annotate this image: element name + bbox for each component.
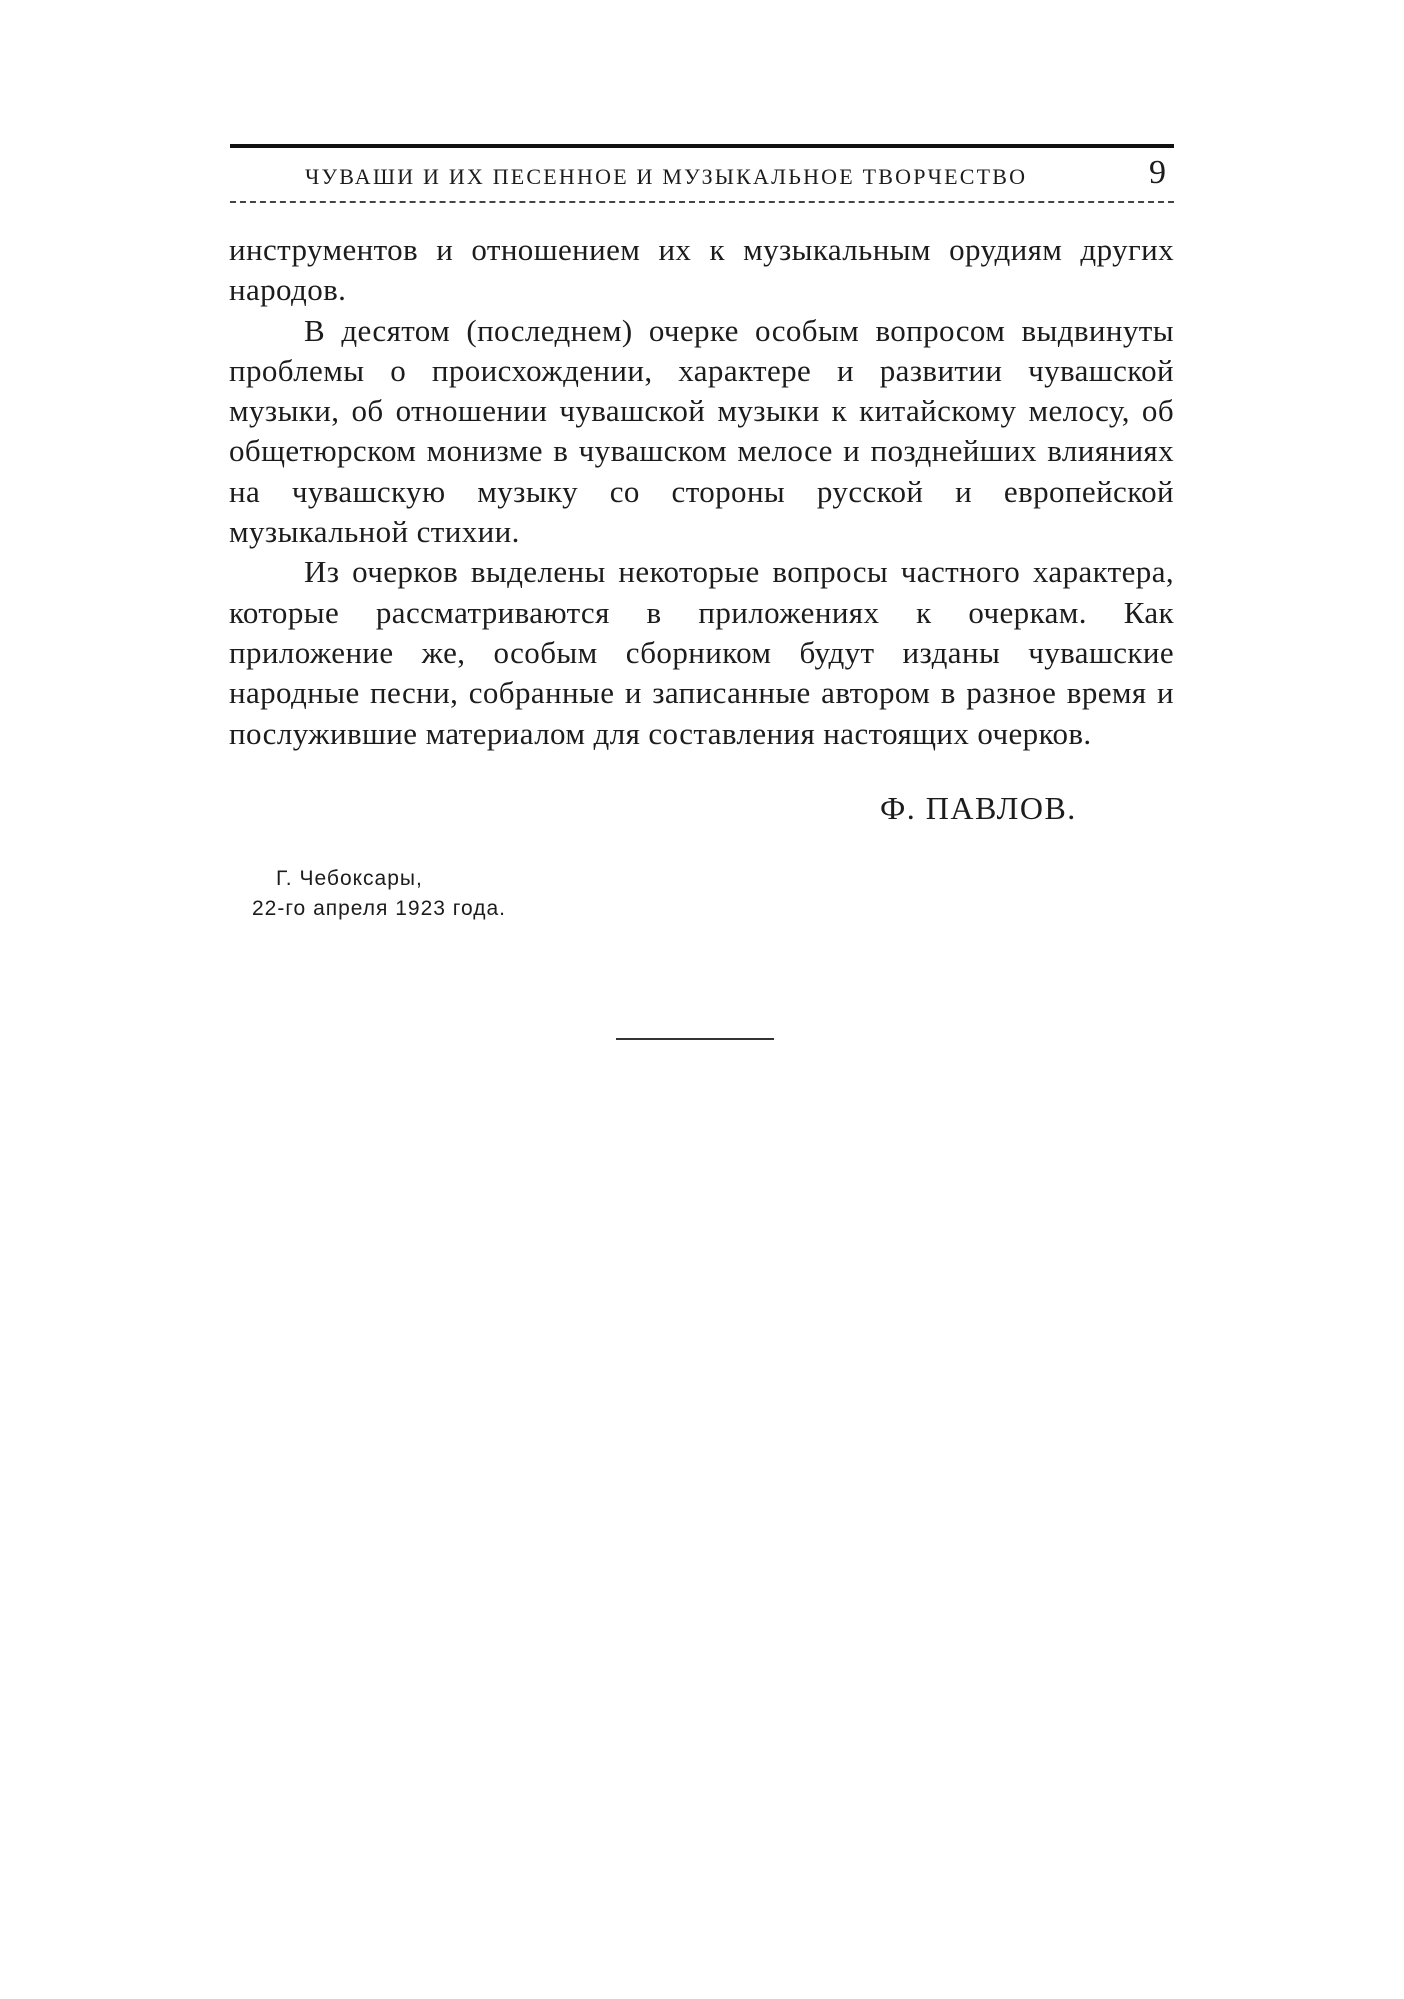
author-signature: Ф. ПАВЛОВ. (880, 790, 1077, 826)
body-text (229, 230, 1174, 754)
header-rule-top (230, 144, 1174, 148)
date: 22-го апреля 1923 года. (252, 897, 506, 920)
place-date (252, 864, 506, 924)
running-header (230, 154, 1174, 196)
page-number: 9 (1149, 154, 1166, 191)
paragraph-1: инструментов и отношением их к музыкальным орудиям других народов. (229, 232, 1174, 308)
paragraph-2: В десятом (последнем) очерке особым вопросом выдвинуты проблемы о происхождении, характере и развитии чувашской музыки, об отношении чувашской музыки к китайскому мелосу, об общетюрском монизме в чувашском мелосе и позднейших влияниях на чувашскую музыку со стороны русской и европейской музыкальной стихии. (229, 312, 1174, 550)
end-rule (616, 1038, 774, 1040)
place: Г. Чебоксары, (276, 867, 423, 890)
header-rule-bottom (230, 201, 1174, 203)
running-title: ЧУВАШИ И ИХ ПЕСЕННОЕ И МУЗЫКАЛЬНОЕ ТВОРЧЕСТВО (305, 164, 1028, 189)
paragraph-3: Из очерков выделены некоторые вопросы частного характера, которые рассматриваются в приложениях к очеркам. Как приложение же, особым сборником будут изданы чувашские народные песни, собранные и записанные автором в разное время и послужившие материалом для составления настоящих очерков. (229, 554, 1174, 751)
